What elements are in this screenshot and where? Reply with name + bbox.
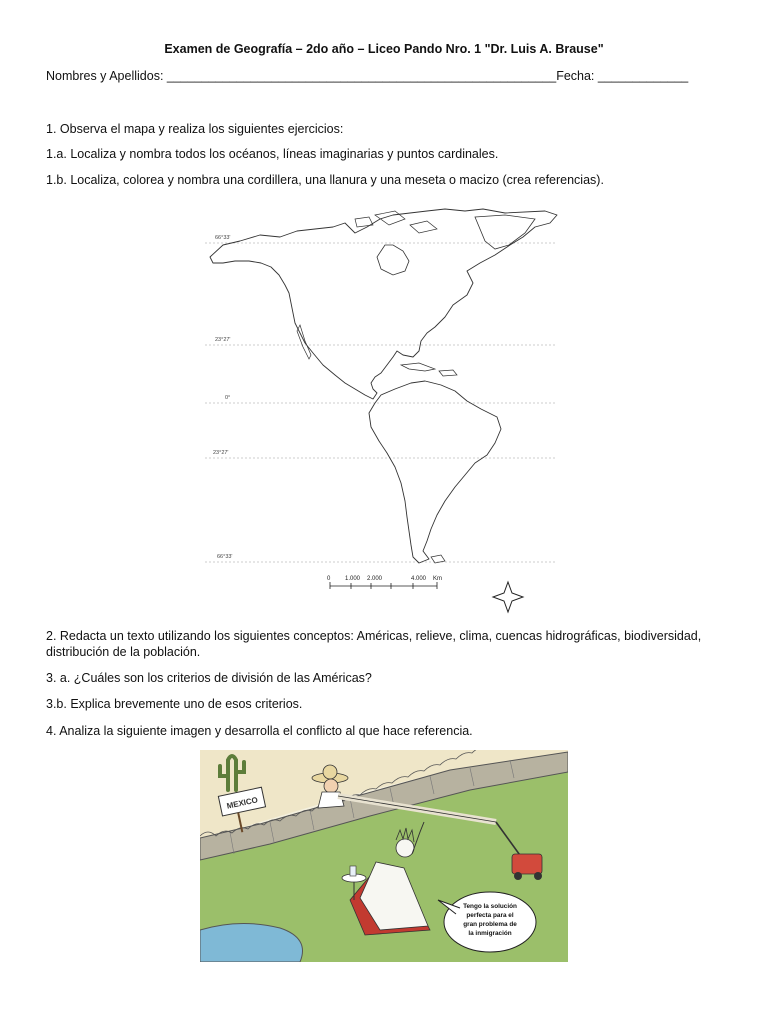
- question-1: 1. Observa el mapa y realiza los siguientes ejercicios:: [46, 122, 344, 136]
- lat-label-66s: 66°33': [217, 554, 233, 560]
- bubble-line-3: gran problema de: [463, 921, 517, 928]
- immigration-cartoon: [200, 750, 568, 962]
- lat-label-equator: 0°: [225, 395, 231, 401]
- question-3b: 3.b. Explica brevemente uno de esos criterios.: [46, 697, 303, 711]
- name-date-line: Nombres y Apellidos: ________________________________________________________Fecha: _____________: [46, 69, 689, 83]
- scale-label-2000: 2.000: [367, 576, 383, 582]
- scale-label-4000: 4.000: [411, 576, 427, 582]
- scale-label-unit: Km: [433, 576, 442, 582]
- scale-label-0: 0: [327, 576, 331, 582]
- scale-bar: [330, 582, 437, 589]
- question-1a: 1.a. Localiza y nombra todos los océanos, líneas imaginarias y puntos cardinales.: [46, 147, 499, 161]
- hispaniola: [439, 370, 457, 376]
- mexico-sign-label: MEXICO: [225, 795, 259, 811]
- lat-label-66n: 66°33': [215, 235, 231, 241]
- compass-rose-icon: [493, 582, 523, 612]
- lat-label-23n: 23°27': [215, 337, 231, 343]
- exam-title: Examen de Geografía – 2do año – Liceo Pando Nro. 1 "Dr. Luis A. Brause": [164, 42, 604, 56]
- north-america-outline: [210, 209, 557, 399]
- bubble-line-4: la inmigración: [468, 930, 512, 937]
- question-2: 2. Redacta un texto utilizando los siguientes conceptos: Américas, relieve, clima, cuencas hidrográficas, biodiversidad, distribución de la población.: [46, 629, 702, 659]
- scale-label-1000: 1.000: [345, 576, 361, 582]
- question-3a: 3. a. ¿Cuáles son los criterios de división de las Américas?: [46, 671, 372, 685]
- hudson-bay: [377, 245, 409, 275]
- americas-map: [205, 205, 565, 620]
- bubble-line-1: Tengo la solución: [463, 903, 517, 910]
- cuba: [401, 363, 435, 371]
- lat-label-23s: 23°27': [213, 450, 229, 456]
- bubble-line-2: perfecta para el: [466, 912, 514, 919]
- south-america-outline: [369, 381, 501, 563]
- greenland: [475, 215, 535, 249]
- question-4: 4. Analiza la siguiente imagen y desarrolla el conflicto al que hace referencia.: [46, 724, 473, 738]
- question-1b: 1.b. Localiza, colorea y nombra una cordillera, una llanura y una meseta o macizo (crea referencias).: [46, 173, 604, 187]
